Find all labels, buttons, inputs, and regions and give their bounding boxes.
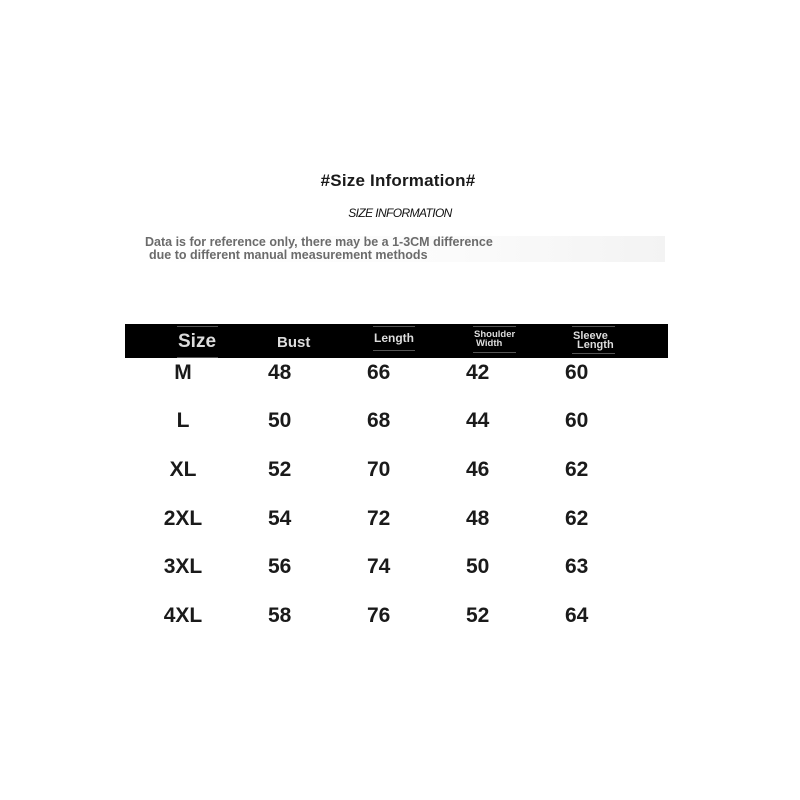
header-size: Size [177, 326, 218, 358]
length-cell: 72 [367, 507, 391, 530]
table-row [0, 555, 800, 585]
sleeve-cell: 60 [565, 361, 589, 384]
size-table-header [125, 324, 668, 358]
bust-cell: 56 [268, 555, 292, 578]
length-cell: 76 [367, 604, 391, 627]
note-line-2: due to different manual measurement methods [149, 247, 428, 262]
shoulder-cell: 50 [466, 555, 490, 578]
size-cell: 2XL [163, 507, 203, 530]
length-cell: 68 [367, 409, 391, 432]
bust-cell: 58 [268, 604, 292, 627]
bust-cell: 52 [268, 458, 292, 481]
header-shoulder-line1: Shoulder [474, 329, 516, 340]
header-shoulder-width [473, 326, 516, 353]
header-sleeve-line2: Length [577, 339, 614, 351]
length-cell: 70 [367, 458, 391, 481]
table-row [0, 604, 800, 634]
sleeve-cell: 62 [565, 458, 589, 481]
shoulder-cell: 42 [466, 361, 490, 384]
sleeve-cell: 64 [565, 604, 589, 627]
page-subtitle: SIZE INFORMATION [348, 206, 452, 220]
header-bust: Bust [277, 334, 311, 351]
table-row [0, 409, 800, 439]
header-sleeve-line1: Sleeve [573, 330, 608, 342]
header-shoulder-line2: Width [476, 338, 503, 349]
sleeve-cell: 60 [565, 409, 589, 432]
page-title: #Size Information# [320, 171, 476, 190]
shoulder-cell: 48 [466, 507, 490, 530]
table-row [0, 507, 800, 537]
note-line-1: Data is for reference only, there may be a 1-3CM difference [145, 235, 493, 249]
header-sleeve-length [572, 326, 615, 354]
shoulder-cell: 46 [466, 458, 490, 481]
length-cell: 66 [367, 361, 391, 384]
bust-cell: 50 [268, 409, 292, 432]
length-cell: 74 [367, 555, 391, 578]
table-row [0, 458, 800, 488]
bust-cell: 54 [268, 507, 292, 530]
sleeve-cell: 62 [565, 507, 589, 530]
size-cell: L [176, 409, 190, 432]
size-cell: 4XL [163, 604, 203, 627]
shoulder-cell: 44 [466, 409, 490, 432]
size-cell: XL [169, 458, 197, 481]
size-cell: M [174, 361, 192, 384]
shoulder-cell: 52 [466, 604, 490, 627]
sleeve-cell: 63 [565, 555, 589, 578]
size-cell: 3XL [163, 555, 203, 578]
bust-cell: 48 [268, 361, 292, 384]
header-length: Length [373, 326, 415, 351]
table-row [0, 361, 800, 391]
measurement-note [145, 236, 665, 262]
